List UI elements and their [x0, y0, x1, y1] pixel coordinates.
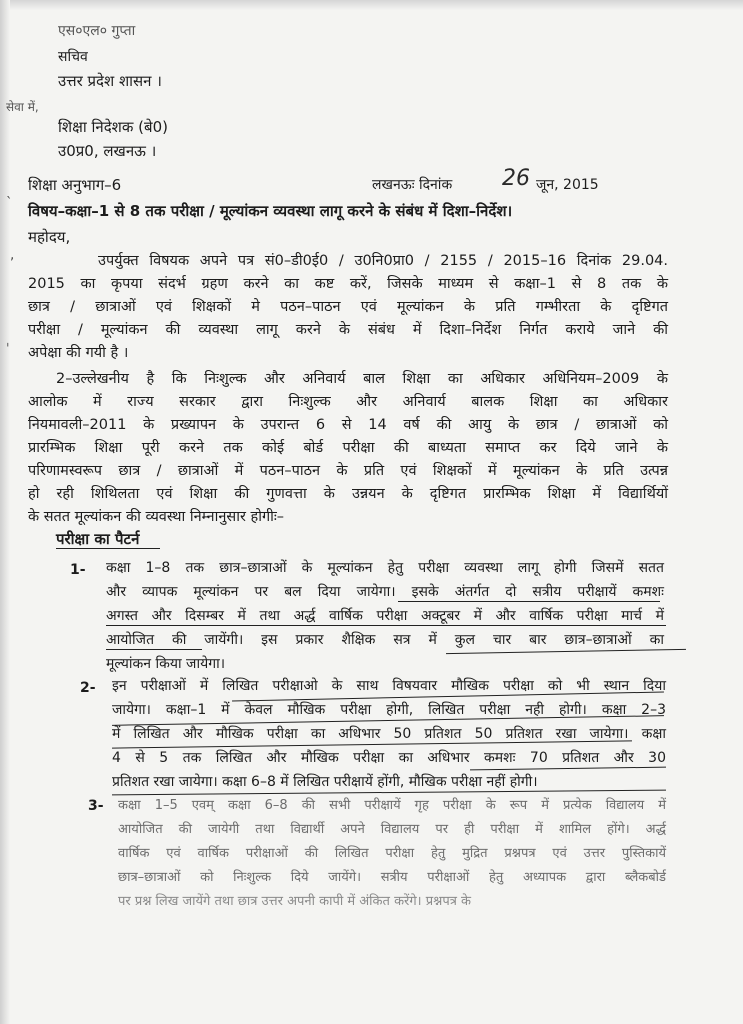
- sender-office: उत्तर प्रदेश शासन ।: [58, 72, 162, 90]
- section-name: शिक्षा अनुभाग–6: [28, 176, 122, 194]
- para2-line: नियमावली–2011 के प्रख्यापन के उपरान्त 6 से 14 वर्ष की आयु के छात्र / छात्राओं को: [28, 417, 668, 433]
- item3-line: कक्षा 1–5 एवम् कक्षा 6–8 की सभी परीक्षायें गृह परीक्षा के रूप में प्रत्येक विद्यालय में: [118, 798, 666, 813]
- para2-line: आलोक में राज्य सरकार द्वारा निःशुल्क और अनिवार्य बालक शिक्षा का अधिकार: [28, 394, 668, 410]
- margin-mark: `: [6, 196, 13, 211]
- para2-line: परिणामस्वरूप छात्र / छात्राओं में पठन–पाठन के प्रति एवं शिक्षकों में मूल्यांकन के प्रति उत्पन्न: [28, 463, 668, 479]
- item-3-text: [118, 794, 666, 914]
- item1-line: मूल्यांकन किया जायेगा।: [106, 656, 226, 672]
- para2-line: के सतत मूल्यांकन की व्यवस्था निम्नानुसार होगीः–: [28, 509, 285, 525]
- item3-line: पर प्रश्न लिख जायेंगे तथा छात्र उत्तर अपनी कापी में अंकित करेंगे। प्रश्नपत्र के: [118, 894, 472, 909]
- to-label: सेवा में,: [6, 100, 39, 114]
- date-month-year: जून, 2015: [536, 177, 599, 193]
- item2-line: में लिखित और मौखिक परीक्षा का अधिभार 50 प्रतिशत 50 प्रतिशत रखा जायेगा। कक्षा: [112, 726, 666, 742]
- date-day-handwritten: 26: [502, 166, 530, 191]
- margin-mark: ˈ: [6, 342, 10, 357]
- item-1-text: [106, 556, 664, 676]
- recipient-designation: शिक्षा निदेशक (बे0): [58, 118, 168, 136]
- item1-line: और व्यापक मूल्यांकन पर बल दिया जायेगा। इसके अंतर्गत दो सत्रीय परीक्षायें कमशः: [106, 584, 664, 600]
- para2-line: प्रारम्भिक शिक्षा पूरी करने तक कोई बोर्ड परीक्षा की बाध्यता समाप्त कर दिये जाने के: [28, 440, 668, 456]
- pen-underline: [398, 601, 660, 602]
- item3-line: छात्र–छात्राओं को निःशुल्क दिये जायेंगे। सत्रीय परीक्षाओं हेतु अध्यापक द्वारा ब्लैकबोर्ड: [118, 870, 666, 885]
- salutation: महोदय,: [28, 228, 71, 246]
- item-2-text: [112, 674, 666, 794]
- margin-mark: ‚: [10, 248, 15, 263]
- heading-underline: [56, 548, 160, 549]
- para2-line: हो रही शिथिलता एवं शिक्षा की गुणवत्ता के उन्नयन के दृष्टिगत प्रारम्भिक शिक्षा में विद्यार्थियों: [28, 486, 668, 502]
- pen-underline: [106, 625, 666, 626]
- paragraph-1: [28, 250, 668, 365]
- item2-line: 4 से 5 तक लिखित और मौखिक परीक्षा का अधिभार कमशः 70 प्रतिशत और 30: [112, 750, 666, 766]
- item-number: 2-: [80, 680, 96, 696]
- para1-line: परीक्षा / मूल्यांकन की व्यवस्था लागू करने के संबंध में दिशा–निर्देश निर्गत कराये जाने की: [28, 322, 668, 338]
- para1-line: 2015 का कृपया संदर्भ ग्रहण करने का कष्ट करें, जिसके माध्यम से कक्षा–1 से 8 तक के: [28, 276, 668, 292]
- sender-name: एस०एल० गुप्ता: [58, 23, 136, 39]
- sender-designation: सचिव: [58, 49, 88, 65]
- para1-line: अपेक्षा की गयी है ।: [28, 345, 129, 361]
- para2-line: 2–उल्लेखनीय है कि निःशुल्क और अनिवार्य बाल शिक्षा का अधिकार अधिनियम–2009 के: [56, 371, 668, 387]
- item3-line: वार्षिक एवं वार्षिक परीक्षाओं की लिखित परीक्षा हेतु मुद्रित प्रश्नपत्र एवं उत्तर पुस्तिकायें: [118, 846, 666, 861]
- item3-line: आयोजित की जायेगी तथा विद्यार्थी अपने विद्यालय पर ही परीक्षा में शामिल होंगे। अर्द्ध: [118, 822, 666, 837]
- pattern-heading: परीक्षा का पैटर्न: [56, 530, 140, 548]
- item2-line: इन परीक्षाओं में लिखित परीक्षाओ के साथ विषयवार मौखिक परीक्षा को भी स्थान दिया: [112, 678, 666, 694]
- item-number: 3-: [88, 798, 104, 814]
- subject-line: विषय–कक्षा–1 से 8 तक परीक्षा / मूल्यांकन व्यवस्था लागू करने के संबंध में दिशा–निर्देश।: [28, 202, 513, 220]
- pen-underline: [106, 649, 202, 650]
- recipient-location: उ0प्र0, लखनऊ ।: [58, 142, 157, 160]
- para1-line: उपर्युक्त विषयक अपने पत्र सं0–डी0ई0 / उ0नि0प्रा0 / 2155 / 2015–16 दिनांक 29.04.: [98, 253, 668, 269]
- para1-line: छात्र / छात्राओं एवं शिक्षकों मे पठन–पाठन एवं मूल्यांकन के प्रति गम्भीरता के दृष्टिगत: [28, 299, 668, 315]
- place-date-label: लखनऊः दिनांक: [372, 177, 453, 193]
- item1-line: आयोजित की जायेंगी। इस प्रकार शैक्षिक सत्र में कुल चार बार छात्र–छात्राओं का: [106, 632, 664, 648]
- item1-line: अगस्त और दिसम्बर में तथा अर्द्ध वार्षिक परीक्षा अक्टूबर में और वार्षिक परीक्षा मार्च में: [106, 608, 664, 624]
- item2-line: प्रतिशत रखा जायेगा। कक्षा 6–8 में लिखित परीक्षायें होंगी, मौखिक परीक्षा नहीं होगी।: [112, 774, 538, 790]
- item-number: 1-: [70, 562, 86, 578]
- item1-line: कक्षा 1–8 तक छात्र–छात्राओं के मूल्यांकन हेतु परीक्षा व्यवस्था लागू होगी जिसमें सतत: [106, 560, 664, 576]
- paragraph-2: [28, 368, 668, 529]
- item2-line: जायेगा। कक्षा–1 में केवल मौखिक परीक्षा होगी, लिखित परीक्षा नही होगी। कक्षा 2–3: [112, 702, 666, 718]
